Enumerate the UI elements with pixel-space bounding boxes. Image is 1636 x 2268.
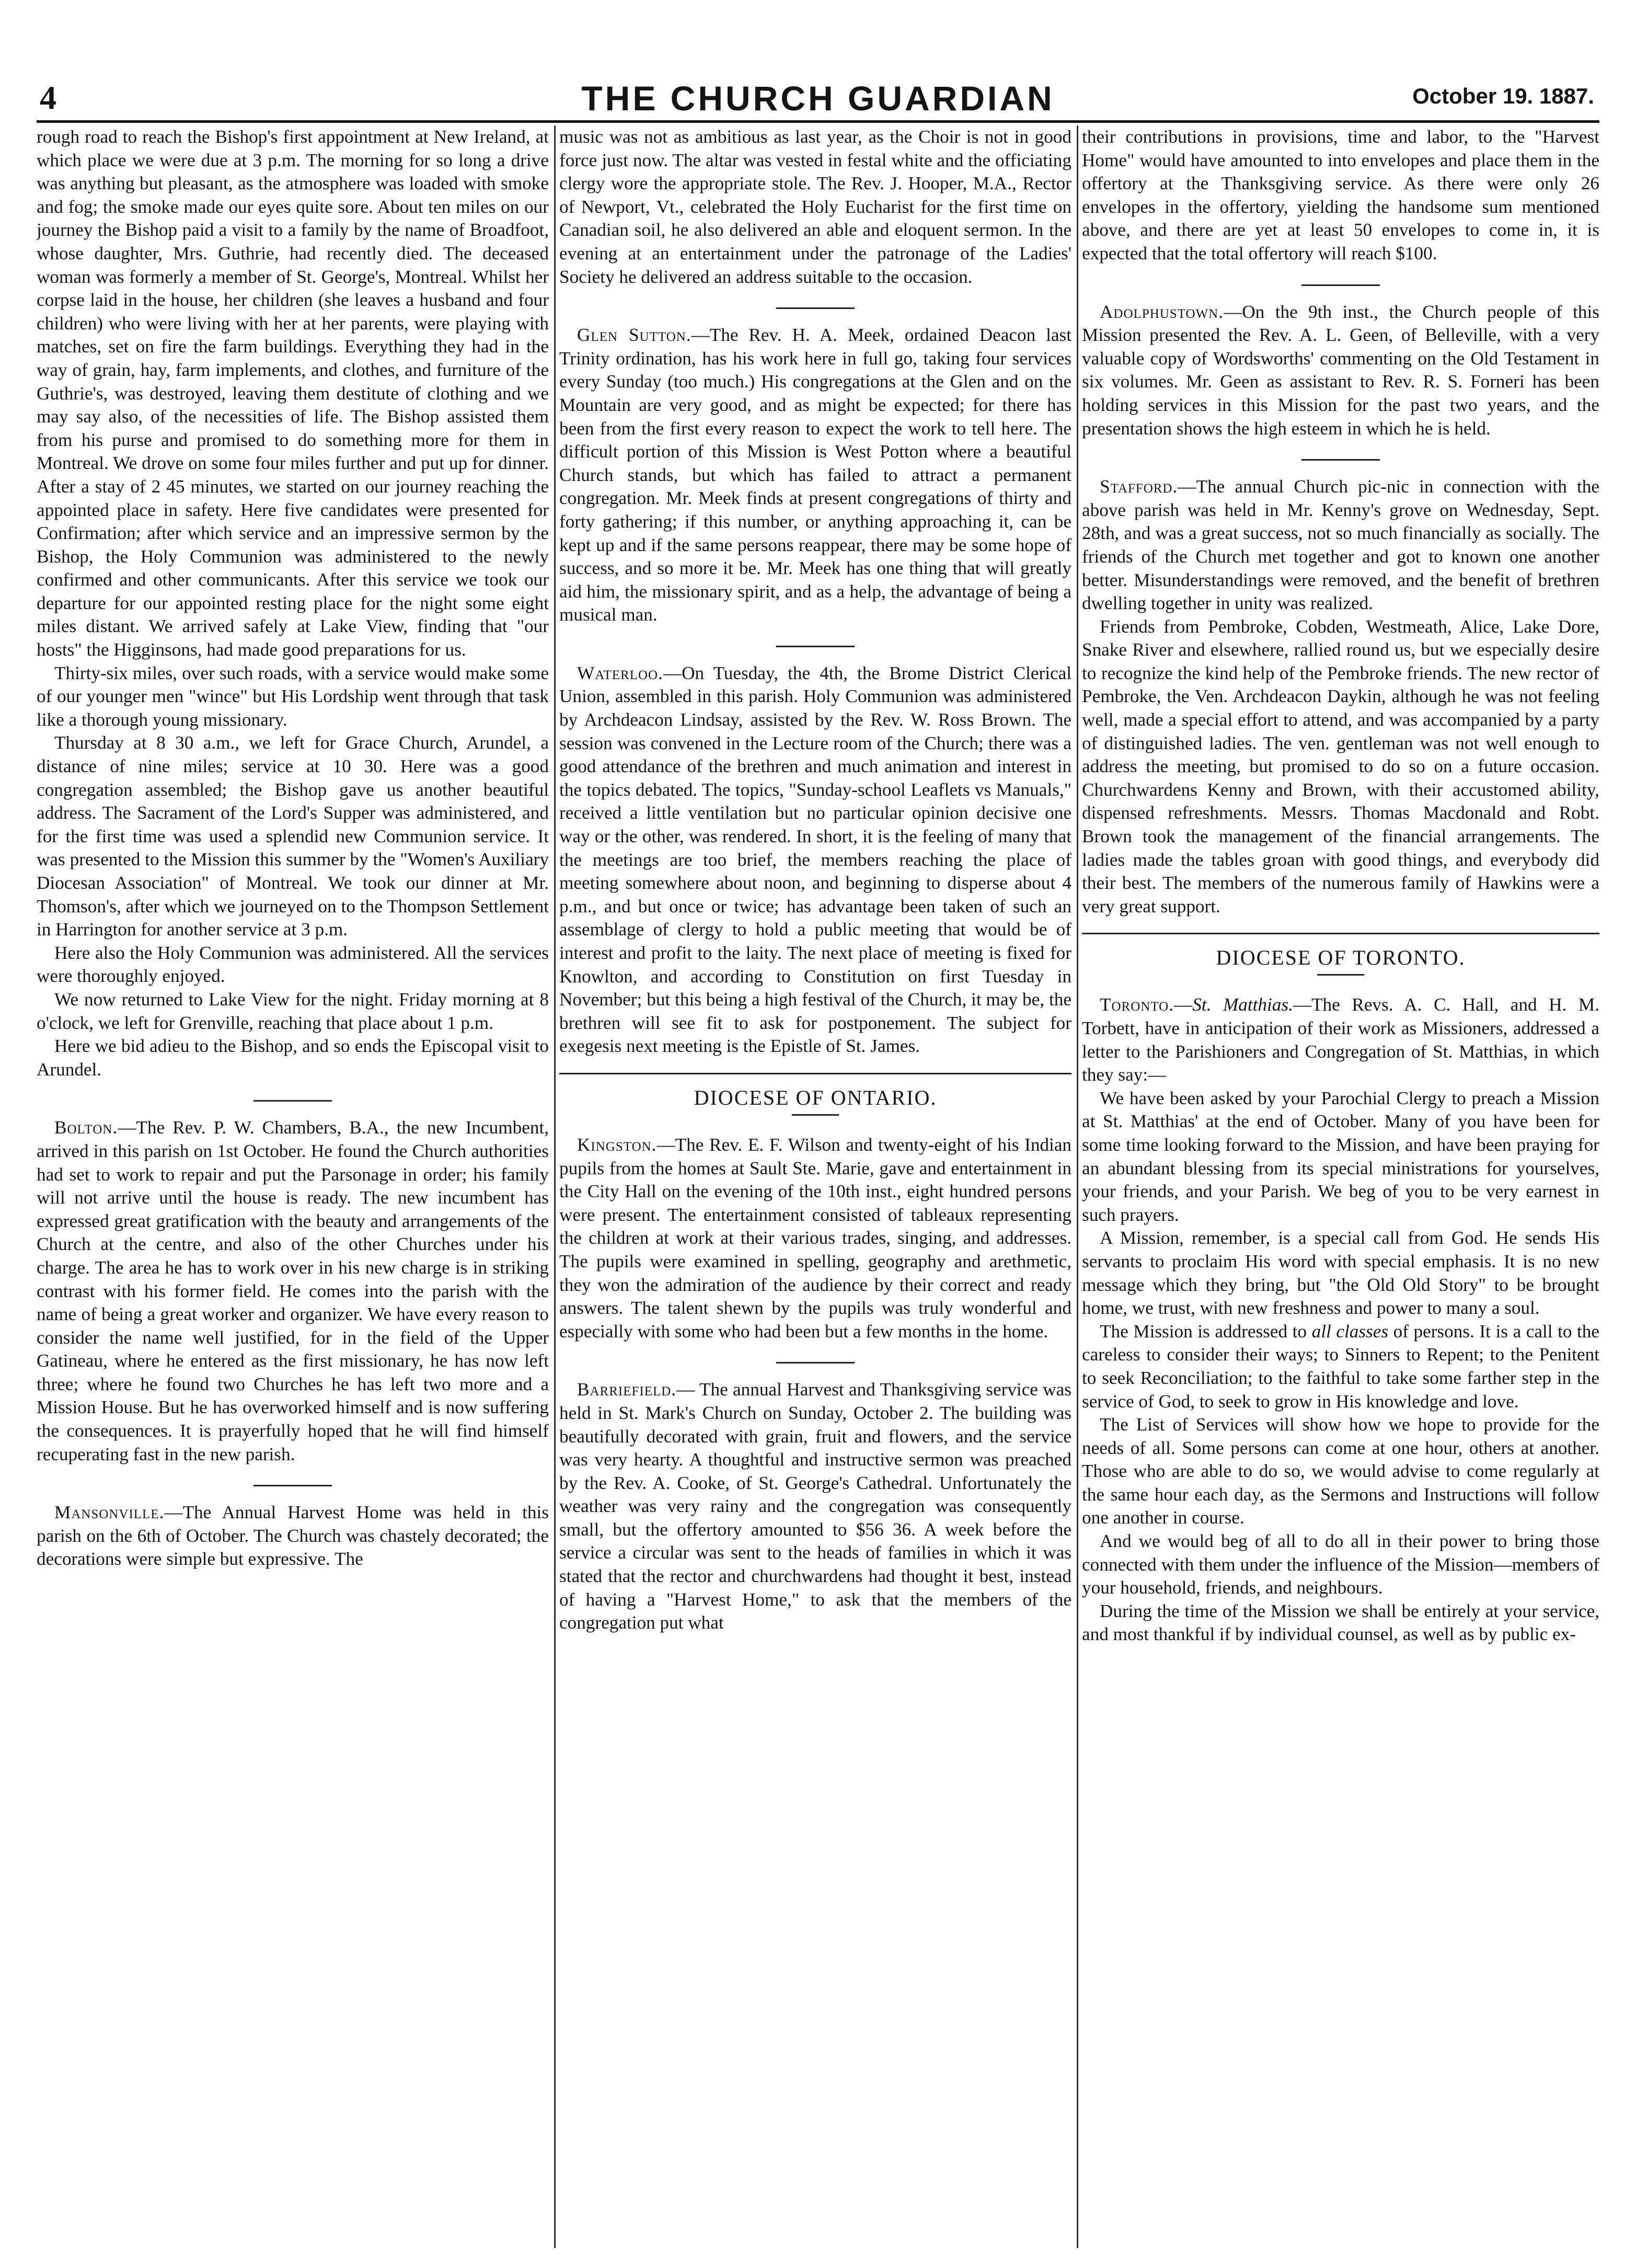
article-divider — [254, 1485, 332, 1486]
place-name: Waterloo. — [577, 662, 663, 683]
article-text: —On the 9th inst., the Church people of this Mission presented the Rev. A. L. Geen, of Belleville, with a very valuable copy of Wordsworths' commenting on the Old Testament in six volumes. Mr. Geen as assistant to Rev. R. S. Forneri has been holding services in this Mission for the past two years, and the presentation shows the high esteem in which he is held. — [1082, 301, 1599, 439]
article-paragraph: their contributions in provisions, time and labor, to the "Harvest Home" would have amounted to into envelopes and place them in the offertory at the Thanksgiving service. As there were only 26 envelopes in the offertory, yielding the handsome sum mentioned above, and there are yet at least 50 envelopes to come in, it is expected that the total offertory will reach $100. — [1082, 127, 1599, 264]
place-name: Kingston. — [577, 1134, 657, 1155]
article-text: —The Annual Harvest Home was held in this parish on the 6th of October. The Church was chastely decorated; the decorations were simple but expressive. The — [37, 1502, 549, 1570]
heading-divider — [1317, 974, 1364, 976]
article-paragraph: music was not as ambitious as last year, as the Choir is not in good force just now. The altar was vested in festal white and the officiating clergy wore the appropriate stole. The Rev. J. Hooper, M.A., Rector of Newport, Vt., celebrated the Holy Eucharist for the first time on Canadian soil, he also delivered an able and eloquent sermon. In the evening at an entertainment under the patronage of the Ladies' Society he delivered an address suitable to the occasion. — [559, 127, 1072, 287]
page-header — [37, 78, 1599, 123]
place-name: Toronto. — [1100, 994, 1174, 1015]
column-3 — [1082, 125, 1599, 2248]
article-text: — The annual Harvest and Thanksgiving service was held in St. Mark's Church on Sunday, October 2. The building was beautifully decorated with grain, fruit and flowers, and the service was very hearty. A thoughtful and instructive sermon was preached by the Rev. A. Cooke, of St. George's Cathedral. Unfortunately the weather was very rainy and the congregation was consequently small, but the offertory amounted to $56 36. A week before the service a circular was sent to the heads of families in which it was stated that the rector and churchwardens had thought it best, instead of having a "Harvest Home," to ask that the members of the congregation put what — [559, 1379, 1072, 1633]
article-adolphustown — [1082, 301, 1599, 441]
article-bolton — [37, 1116, 549, 1466]
article-divider — [776, 1362, 855, 1364]
article-text: —The Rev. P. W. Chambers, B.A., the new Incumbent, arrived in this parish on 1st October. He found the Church authorities had set to work to repair and put the Parsonage in order; his family will not arrive until the house is ready. The new incumbent has expressed great gratification with the beauty and arrangements of the Church at the centre, and also of the other Churches under his charge. The area he has to work over in his new charge is in striking contrast with his former field. He comes into the parish with the name of being a great worker and organizer. We have every reason to consider the name well justified, for in the field of the Upper Gatineau, where he entered as the first missionary, he has now left three; where he found two Churches he has left two more and a Mission House. But he has overworked himself and is now suffering the consequences. It is prayerfully hoped that he will find himself recuperating fast in the new parish. — [37, 1117, 549, 1464]
place-name: Adolphustown. — [1100, 301, 1224, 322]
place-name: Bolton. — [54, 1117, 118, 1138]
page-number: 4 — [40, 79, 56, 116]
article-paragraph: A Mission, remember, is a special call from God. He sends His servants to proclaim His word with special emphasis. It is no new message which they bring, but "the Old Old Story" to be brought home, we trust, with new freshness and power to many a soul. — [1082, 1228, 1599, 1319]
article-paragraph: Here we bid adieu to the Bishop, and so ends the Episcopal visit to Arundel. — [37, 1036, 549, 1080]
article-divider — [776, 307, 855, 309]
article-divider — [776, 646, 855, 647]
church-name: St. Matthias. — [1192, 994, 1293, 1015]
article-paragraph: Thirty-six miles, over such roads, with a service would make some of our younger men "wince" but His Lordship went through that task like a thorough young missionary. — [37, 662, 549, 730]
article-paragraph — [1082, 1320, 1599, 1413]
column-rule — [554, 125, 556, 2248]
article-text: —The Rev. H. A. Meek, ordained Deacon last Trinity ordination, has his work here in full go, taking four services every Sunday (too much.) His congregations at the Glen and on the Mountain are very good, and as might be expected; for there has been from the first every reason to expect the work to tell here. The difficult portion of this Mission is West Potton where a beautiful Church stands, but which has failed to attract a permanent congregation. Mr. Meek finds at present congregations of thirty and forty gathering; if this number, or anything approaching it, can be kept up and if the same persons reappear, there may be some hope of success, and so more it be. Mr. Meek has one thing that will greatly aid him, the missionary spirit, and as a help, the advantage of being a musical man. — [559, 325, 1072, 625]
place-name: Mansonville. — [54, 1502, 165, 1523]
article-paragraph: Thursday at 8 30 a.m., we left for Grace Church, Arundel, a distance of nine miles; service at 10 30. Here was a good congregation assembled; the Bishop gave us another beautiful address. The Sacrament of the Lord's Supper was administered, and for the first time was used a splendid new Communion service. It was presented to the Mission this summer by the "Women's Auxiliary Diocesan Association" of Montreal. We took our dinner at Mr. Thomson's, after which we journeyed on to the Thompson Settlement in Harrington for another service at 3 p.m. — [37, 732, 549, 940]
masthead-title: THE CHURCH GUARDIAN — [581, 79, 1055, 118]
article-barriefield — [559, 1378, 1072, 1635]
section-heading-toronto: DIOCESE OF TORONTO. — [1082, 933, 1599, 970]
article-text: —On Tuesday, the 4th, the Brome District Clerical Union, assembled in this parish. Holy Communion was administered by Archdeacon Lindsay, assisted by the Rev. W. Ross Brown. The session was convened in the Lecture room of the Church; there was a good attendance of the brethren and much animation and interest in the topics debated. The topics, "Sunday-school Leaflets vs Manuals," received a little ventilation but no particular opinion decisive one way or the other, was rendered. In short, it is the feeling of many that the meetings are too brief, the members reaching the place of meeting somewhere about noon, and beginning to disperse about 4 p.m., and but once or twice; has advantage been taken of such an assemblage of clergy to hold a public meeting that would be of interest and profit to the laity. The next place of meeting is fixed for Knowlton, and according to Constitution on first Tuesday in November; but this being a high festival of the Church, it may be, the brethren will see fit to ask for postponement. The subject for exegesis next meeting is the Epistle of St. James. — [559, 662, 1072, 1057]
article-divider — [1301, 284, 1380, 286]
article-paragraph: And we would beg of all to do all in their power to bring those connected with them under the influence of the Mission—members of your household, friends, and neighbours. — [1082, 1531, 1599, 1598]
article-paragraph: We now returned to Lake View for the night. Friday morning at 8 o'clock, we left for Grenville, reaching that place about 1 p.m. — [37, 989, 549, 1033]
place-name: Barriefield. — [577, 1379, 677, 1400]
article-paragraph: Here also the Holy Communion was administered. All the services were thoroughly enjoyed. — [37, 942, 549, 987]
article-waterloo — [559, 662, 1072, 1058]
article-divider — [1301, 459, 1380, 461]
heading-divider — [792, 1114, 839, 1116]
newspaper-page — [37, 125, 1599, 2253]
column-rule — [1077, 125, 1078, 2248]
article-toronto: Toronto.—St. Matthias.—The Revs. A. C. Hall, and H. M. Torbett, have in anticipation of their work as Missioners, addressed a letter to the Parishioners and Congregation of St. Matthias, in which they say:— — [1082, 994, 1599, 1085]
article-text: —The Revs. A. C. Hall, and H. M. Torbett, have in anticipation of their work as Missioners, addressed a letter to the Parishioners and Congregation of St. Matthias, in which they say:— — [1082, 994, 1599, 1085]
article-paragraph: The List of Services will show how we hope to provide for the needs of all. Some persons can come at one hour, others at another. Those who are able to do so, we would advise to come regularly at the same hour each day, as the Sermons and Instructions will follow one another in course. — [1082, 1414, 1599, 1528]
article-paragraph: rough road to reach the Bishop's first appointment at New Ireland, at which place we were due at 3 p.m. The morning for so long a drive was anything but pleasant, as the atmosphere was loaded with smoke and fog; the smoke made our eyes quite sore. About ten miles on our journey the Bishop paid a visit to a family by the name of Broadfoot, whose daughter, Mrs. Guthrie, had recently died. The deceased woman was formerly a member of St. George's, Montreal. Whilst her corpse laid in the house, her children (she leaves a husband and four children) who were living with her at her parents, were playing with matches, set on fire the farm buildings. Everything they had in the way of grain, hay, farm implements, and clothes, and furniture of the Guthrie's, was destroyed, leaving them destitute of clothing and we may say also, of the necessities of life. The Bishop assisted them from his purse and promised to do something more for them in Montreal. We drove on some four miles further and put up for dinner. After a stay of 2 45 minutes, we started on our journey reaching the appointed place in safety. Here five candidates were presented for Confirmation; after which service and an impressive sermon by the Bishop, the Holy Communion was administered to the newly confirmed and other communicants. After this service we took our departure for our appointed resting place for the night some eight miles distant. We arrived safely at Lake View, finding that "our hosts" the Higginsons, had made good preparations for us. — [37, 127, 549, 660]
column-1 — [37, 125, 549, 2248]
section-heading-ontario: DIOCESE OF ONTARIO. — [559, 1073, 1072, 1110]
article-divider — [254, 1100, 332, 1102]
article-paragraph: Friends from Pembroke, Cobden, Westmeath, Alice, Lake Dore, Snake River and elsewhere, rallied round us, but we especially desire to recognize the kind help of the Pembroke friends. The new rector of Pembroke, the Ven. Archdeacon Daykin, although he was not feeling well, made a special effort to attend, and was accompanied by a party of distinguished ladies. The ven. gentleman was not well enough to address the meeting, but promised to do so on a future occasion. Churchwardens Kenny and Brown, with their accustomed ability, dispensed refreshments. Messrs. Thomas Macdonald and Robt. Brown took the management of the financial arrangements. The ladies made the tables groan with good things, and everybody did their best. The members of the numerous family of Hawkins were a very great support. — [1082, 616, 1599, 917]
column-2 — [559, 125, 1072, 2248]
article-mansonville — [37, 1501, 549, 1571]
article-text: —The Rev. E. F. Wilson and twenty-eight of his Indian pupils from the homes at Sault Ste. Marie, gave and entertainment in the City Hall on the evening of the 10th inst., eight hundred persons were present. The entertainment consisted of tableaux representing the children at work at their various trades, singing, and addresses. The pupils were examined in spelling, geography and arethmetic, they won the admiration of the audience by their correct and ready answers. The talent shewn by the pupils was truly wonderful and especially with some who had been but a few months in the home. — [559, 1134, 1072, 1342]
article-text: The Mission is addressed to — [1100, 1321, 1312, 1342]
emphasis-text: all classes — [1311, 1321, 1389, 1342]
issue-date: October 19. 1887. — [1412, 84, 1594, 108]
article-stafford — [1082, 475, 1599, 615]
article-text: of persons. It is a call to the careless to consider their ways; to Sinners to Repent; to the Penitent to seek Reconciliation; to the faithful to take some farther step in the service of God, to seek to grow in His knowledge and love. — [1082, 1321, 1599, 1412]
place-name: Glen Sutton. — [577, 325, 692, 346]
article-paragraph: During the time of the Mission we shall be entirely at your service, and most thankful if by individual counsel, as well as by public ex- — [1082, 1600, 1599, 1645]
article-paragraph: We have been asked by your Parochial Clergy to preach a Mission at St. Matthias' at the end of October. Many of you have been for some time looking forward to the Mission, and have been praying for an abundant blessing from its special ministrations for yourselves, your friends, and your Parish. We beg of you to be very earnest in such prayers. — [1082, 1087, 1599, 1225]
place-name: Stafford. — [1100, 476, 1178, 497]
article-text: —The annual Church pic-nic in connection with the above parish was held in Mr. Kenny's grove on Wednesday, Sept. 28th, and was a great success, not so much financially as socially. The friends of the Church met together and got to known one another better. Misunderstandings were removed, and the benefit of brethren dwelling together in unity was realized. — [1082, 476, 1599, 614]
article-glen-sutton — [559, 324, 1072, 627]
article-kingston — [559, 1133, 1072, 1343]
